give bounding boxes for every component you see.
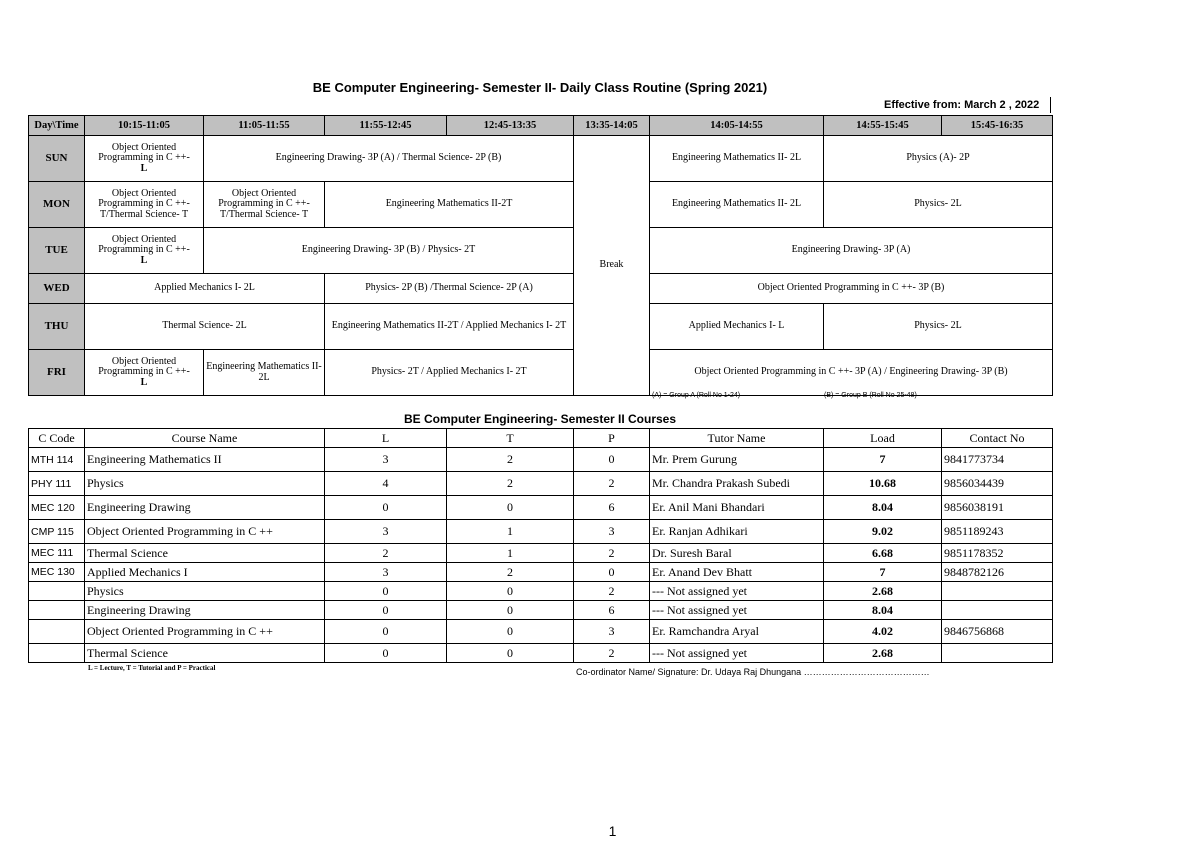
class-cell: Object Oriented Programming in C ++- T/Thermal Science- T [85, 182, 204, 228]
course-t: 2 [447, 448, 574, 472]
course-name: Engineering Drawing [85, 601, 325, 620]
course-name: Engineering Drawing [85, 496, 325, 520]
header-lecture: L [325, 429, 447, 448]
course-p: 0 [574, 448, 650, 472]
class-cell: Object Oriented Programming in C ++- L [85, 136, 204, 182]
course-contact: 9851189243 [942, 520, 1053, 544]
course-contact: 9846756868 [942, 620, 1053, 644]
coordinator-signature: Co-ordinator Name/ Signature: Dr. Udaya Raj Dhungana …………………………………… [576, 667, 930, 677]
header-code: C Code [29, 429, 85, 448]
course-contact: 9848782126 [942, 563, 1053, 582]
class-cell: Engineering Mathematics II-2T / Applied Mechanics I- 2T [325, 304, 574, 350]
header-course-name: Course Name [85, 429, 325, 448]
table-row [29, 601, 1053, 620]
course-l: 0 [325, 582, 447, 601]
header-tutor: Tutor Name [650, 429, 824, 448]
class-cell: Physics (A)- 2P [824, 136, 1053, 182]
course-name: Applied Mechanics I [85, 563, 325, 582]
divider [1050, 97, 1051, 113]
table-row [29, 582, 1053, 601]
class-cell: Object Oriented Programming in C ++- L [85, 228, 204, 274]
course-t: 1 [447, 544, 574, 563]
course-t: 0 [447, 601, 574, 620]
course-name: Object Oriented Programming in C ++ [85, 620, 325, 644]
course-load: 10.68 [824, 472, 942, 496]
course-p: 2 [574, 644, 650, 663]
class-cell: Object Oriented Programming in C ++- L [85, 350, 204, 396]
class-cell: Object Oriented Programming in C ++- T/Thermal Science- T [204, 182, 325, 228]
course-load: 2.68 [824, 644, 942, 663]
course-code: MEC 120 [29, 496, 85, 520]
course-load: 8.04 [824, 496, 942, 520]
routine-row-sun [29, 136, 1053, 182]
course-name: Physics [85, 582, 325, 601]
course-p: 6 [574, 601, 650, 620]
course-tutor: --- Not assigned yet [650, 601, 824, 620]
course-l: 0 [325, 601, 447, 620]
course-code [29, 620, 85, 644]
course-tutor: --- Not assigned yet [650, 582, 824, 601]
class-cell: Applied Mechanics I- 2L [85, 274, 325, 304]
day-label: TUE [29, 228, 85, 274]
routine-row-fri [29, 350, 1053, 396]
group-b-note: (B) = Group B (Roll No 25-48) [824, 392, 917, 399]
course-contact [942, 601, 1053, 620]
course-contact: 9841773734 [942, 448, 1053, 472]
routine-row-wed [29, 274, 1053, 304]
header-slot-5: 13:35-14:05 [574, 116, 650, 136]
class-cell: Object Oriented Programming in C ++- 3P (B) [650, 274, 1053, 304]
group-a-note: (A) = Group A (Roll No 1-24) [652, 392, 741, 399]
class-cell: Physics- 2T / Applied Mechanics I- 2T [325, 350, 574, 396]
course-p: 3 [574, 620, 650, 644]
class-cell: Physics- 2P (B) /Thermal Science- 2P (A) [325, 274, 574, 304]
course-l: 3 [325, 563, 447, 582]
table-row [29, 496, 1053, 520]
class-cell: Object Oriented Programming in C ++- 3P (A) / Engineering Drawing- 3P (B) [650, 350, 1053, 396]
class-cell: Engineering Drawing- 3P (A) / Thermal Science- 2P (B) [204, 136, 574, 182]
table-row [29, 448, 1053, 472]
routine-table [28, 115, 1053, 396]
course-code: CMP 115 [29, 520, 85, 544]
header-tutorial: T [447, 429, 574, 448]
course-contact: 9856034439 [942, 472, 1053, 496]
course-l: 0 [325, 644, 447, 663]
courses-title: BE Computer Engineering- Semester II Courses [403, 412, 677, 426]
table-row [29, 563, 1053, 582]
course-l: 2 [325, 544, 447, 563]
table-row [29, 620, 1053, 644]
course-p: 3 [574, 520, 650, 544]
course-contact [942, 644, 1053, 663]
course-load: 9.02 [824, 520, 942, 544]
header-slot-8: 15:45-16:35 [942, 116, 1053, 136]
class-cell: Physics- 2L [824, 304, 1053, 350]
course-tutor: Er. Anil Mani Bhandari [650, 496, 824, 520]
header-slot-1: 10:15-11:05 [85, 116, 204, 136]
day-label: SUN [29, 136, 85, 182]
course-code [29, 601, 85, 620]
course-load: 8.04 [824, 601, 942, 620]
class-cell: Applied Mechanics I- L [650, 304, 824, 350]
course-code: MEC 130 [29, 563, 85, 582]
course-t: 0 [447, 620, 574, 644]
course-tutor: Er. Anand Dev Bhatt [650, 563, 824, 582]
course-name: Engineering Mathematics II [85, 448, 325, 472]
table-row [29, 644, 1053, 663]
course-l: 4 [325, 472, 447, 496]
header-practical: P [574, 429, 650, 448]
header-slot-3: 11:55-12:45 [325, 116, 447, 136]
course-p: 2 [574, 472, 650, 496]
course-p: 2 [574, 582, 650, 601]
course-l: 0 [325, 620, 447, 644]
courses-table [28, 428, 1053, 663]
course-t: 0 [447, 644, 574, 663]
header-load: Load [824, 429, 942, 448]
class-cell: Engineering Mathematics II-2T [325, 182, 574, 228]
class-cell: Engineering Mathematics II- 2L [204, 350, 325, 396]
class-cell: Engineering Mathematics II- 2L [650, 182, 824, 228]
course-t: 1 [447, 520, 574, 544]
course-code: MEC 111 [29, 544, 85, 563]
course-contact: 9856038191 [942, 496, 1053, 520]
course-load: 7 [824, 448, 942, 472]
course-code: MTH 114 [29, 448, 85, 472]
day-label: MON [29, 182, 85, 228]
course-p: 6 [574, 496, 650, 520]
header-day-time: Day\Time [29, 116, 85, 136]
course-load: 7 [824, 563, 942, 582]
course-tutor: Mr. Prem Gurung [650, 448, 824, 472]
course-p: 0 [574, 563, 650, 582]
table-row [29, 472, 1053, 496]
legend-note: L = Lecture, T = Tutorial and P = Practical [88, 664, 216, 672]
effective-date: Effective from: March 2 , 2022 [884, 99, 1040, 111]
course-name: Thermal Science [85, 544, 325, 563]
class-cell: Engineering Mathematics II- 2L [650, 136, 824, 182]
course-load: 6.68 [824, 544, 942, 563]
break-cell: Break [574, 136, 650, 396]
course-t: 2 [447, 563, 574, 582]
header-slot-6: 14:05-14:55 [650, 116, 824, 136]
course-tutor: Mr. Chandra Prakash Subedi [650, 472, 824, 496]
course-load: 2.68 [824, 582, 942, 601]
course-code [29, 644, 85, 663]
day-label: WED [29, 274, 85, 304]
routine-row-tue [29, 228, 1053, 274]
header-slot-2: 11:05-11:55 [204, 116, 325, 136]
course-p: 2 [574, 544, 650, 563]
course-name: Physics [85, 472, 325, 496]
routine-header-row [29, 116, 1053, 136]
course-t: 0 [447, 582, 574, 601]
courses-header-row [29, 429, 1053, 448]
course-load: 4.02 [824, 620, 942, 644]
class-cell: Thermal Science- 2L [85, 304, 325, 350]
course-tutor: Er. Ranjan Adhikari [650, 520, 824, 544]
course-t: 0 [447, 496, 574, 520]
class-cell: Engineering Drawing- 3P (A) [650, 228, 1053, 274]
course-tutor: Er. Ramchandra Aryal [650, 620, 824, 644]
header-slot-7: 14:55-15:45 [824, 116, 942, 136]
class-cell: Engineering Drawing- 3P (B) / Physics- 2T [204, 228, 574, 274]
routine-row-thu [29, 304, 1053, 350]
table-row [29, 544, 1053, 563]
course-name: Object Oriented Programming in C ++ [85, 520, 325, 544]
course-tutor: --- Not assigned yet [650, 644, 824, 663]
course-code: PHY 111 [29, 472, 85, 496]
course-l: 3 [325, 448, 447, 472]
routine-row-mon [29, 182, 1053, 228]
table-row [29, 520, 1053, 544]
course-t: 2 [447, 472, 574, 496]
class-cell: Physics- 2L [824, 182, 1053, 228]
course-contact: 9851178352 [942, 544, 1053, 563]
page-title: BE Computer Engineering- Semester II- Daily Class Routine (Spring 2021) [312, 80, 768, 95]
page-number: 1 [608, 823, 617, 839]
day-label: THU [29, 304, 85, 350]
course-name: Thermal Science [85, 644, 325, 663]
course-contact [942, 582, 1053, 601]
course-tutor: Dr. Suresh Baral [650, 544, 824, 563]
course-l: 0 [325, 496, 447, 520]
course-code [29, 582, 85, 601]
header-slot-4: 12:45-13:35 [447, 116, 574, 136]
day-label: FRI [29, 350, 85, 396]
header-contact: Contact No [942, 429, 1053, 448]
course-l: 3 [325, 520, 447, 544]
